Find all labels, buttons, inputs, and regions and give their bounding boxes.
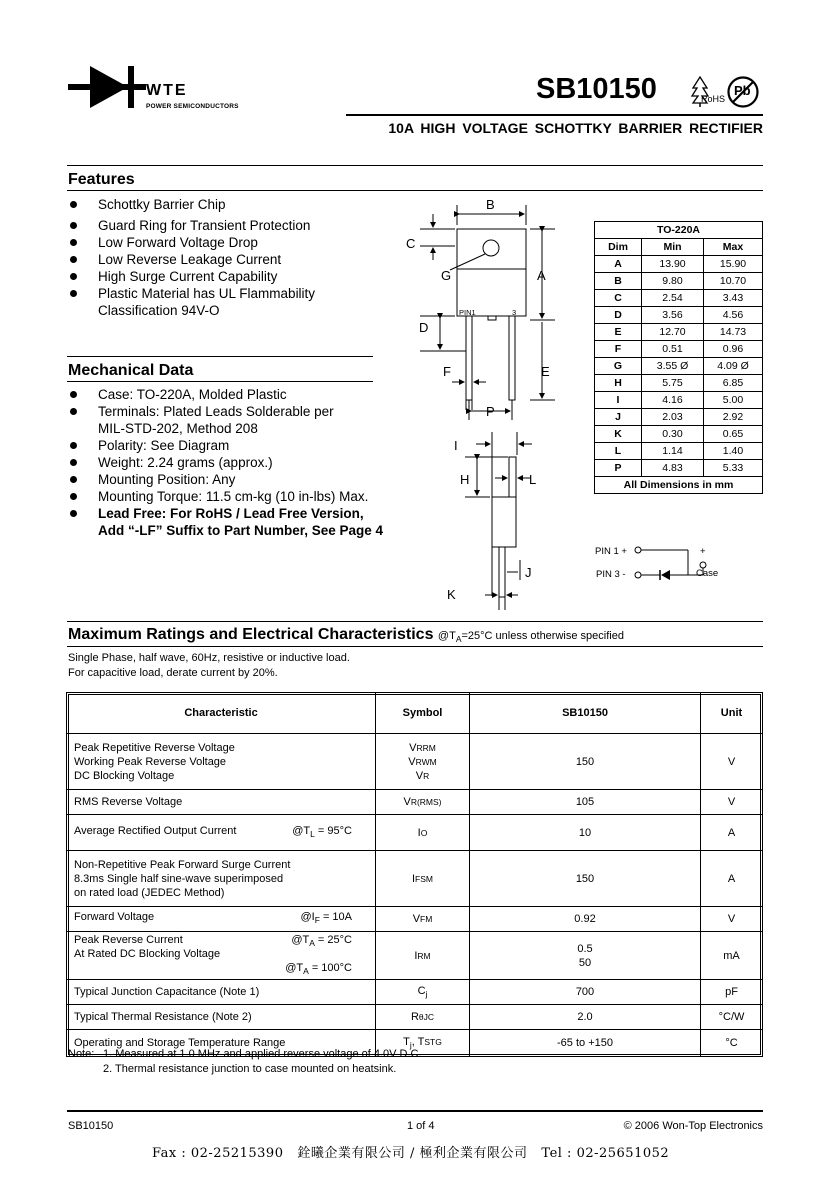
cell-symbol <box>376 980 470 1005</box>
rohs-label: RoHS <box>701 94 726 104</box>
dim-max: 1.40 <box>704 443 763 460</box>
char-line: Peak Repetitive Reverse Voltage <box>74 741 235 754</box>
char-condition <box>285 961 374 978</box>
dim-code: F <box>595 341 642 358</box>
dim-code: C <box>595 290 642 307</box>
cell-unit: V <box>701 790 763 815</box>
ratings-note-1: Single Phase, half wave, 60Hz, resistive or inductive load. <box>68 652 350 664</box>
dim-label-c: C <box>406 236 416 251</box>
mech-item: Polarity: See Diagram <box>68 437 383 454</box>
sym-main: R <box>410 1011 419 1024</box>
mech-item: Case: TO-220A, Molded Plastic <box>68 386 383 403</box>
dim-code: E <box>595 324 642 341</box>
dim-min: 4.16 <box>642 392 704 409</box>
cond-rest: = 95°C <box>314 824 352 837</box>
dim-max: 0.96 <box>704 341 763 358</box>
ratings-heading <box>68 626 624 644</box>
fax-line: Fax : 02-25215390 銓曦企業有限公司 / 極利企業有限公司 Tel : 02-25651052 <box>152 1146 670 1161</box>
feature-item: Schottky Barrier Chip <box>68 196 315 213</box>
cond-prefix: @T <box>285 962 304 974</box>
sym-sub: RWM <box>415 756 437 767</box>
part-number: SB10150 <box>536 73 657 105</box>
char-condition <box>291 933 374 950</box>
dim-row <box>595 256 763 273</box>
logo-text: WTE <box>146 82 188 99</box>
cell-unit: A <box>701 815 763 851</box>
sym-main: T <box>403 1035 410 1048</box>
sym-sub: STG <box>424 1036 442 1047</box>
feature-item: High Surge Current Capability <box>68 268 315 285</box>
dim-max: 3.43 <box>704 290 763 307</box>
mech-item-lead-free: Lead Free: For RoHS / Lead Free Version, <box>68 505 383 522</box>
header-rule <box>346 114 763 116</box>
cell-symbol: IO <box>376 815 470 851</box>
feature-item: Low Forward Voltage Drop <box>68 234 315 251</box>
dim-row <box>595 324 763 341</box>
sym-mid: , T <box>411 1035 425 1048</box>
footer-rule <box>67 1110 763 1112</box>
cell-value: 700 <box>470 980 701 1005</box>
cond-sub: A <box>309 938 315 949</box>
cell-characteristic <box>67 815 376 851</box>
dim-label-k: K <box>447 587 456 602</box>
table-row <box>67 851 763 907</box>
char-line: Non-Repetitive Peak Forward Surge Current <box>74 858 291 871</box>
dim-code: J <box>595 409 642 426</box>
cell-value <box>470 932 701 980</box>
dim-row <box>595 375 763 392</box>
ratings-note-2: For capacitive load, derate current by 20%. <box>68 667 278 679</box>
char-line: 8.3ms Single half sine-wave superimposed <box>74 872 284 885</box>
dim-label-b: B <box>486 197 495 212</box>
dim-min: 3.56 <box>642 307 704 324</box>
plus-label: + <box>700 546 706 557</box>
dim-table-package: TO-220A <box>595 222 763 239</box>
ratings-condition-prefix: @T <box>437 630 456 642</box>
sym-main: C <box>417 984 426 997</box>
footer-part: SB10150 <box>68 1120 114 1132</box>
dim-row <box>595 392 763 409</box>
cell-unit: pF <box>701 980 763 1005</box>
rohs-icon <box>690 76 726 108</box>
cond-prefix: @I <box>300 911 315 924</box>
table-row <box>67 932 763 980</box>
dim-min: 0.30 <box>642 426 704 443</box>
dim-header: Dim <box>595 239 642 256</box>
dim-code: H <box>595 375 642 392</box>
cell-characteristic: Typical Thermal Resistance (Note 2) <box>67 1005 376 1030</box>
sym-sub: RRM <box>416 742 436 753</box>
dim-label-g: G <box>441 268 452 283</box>
char-condition <box>292 824 374 841</box>
dim-row <box>595 358 763 375</box>
cell-value: 2.0 <box>470 1005 701 1030</box>
dim-header: Max <box>704 239 763 256</box>
cell-symbol: IRM <box>376 932 470 980</box>
dim-label-p: P <box>486 404 495 419</box>
cond-prefix: @T <box>291 934 310 946</box>
cell-characteristic <box>67 734 376 790</box>
dim-table-footer: All Dimensions in mm <box>595 477 763 494</box>
cell-characteristic: Typical Junction Capacitance (Note 1) <box>67 980 376 1005</box>
table-row <box>67 907 763 932</box>
dimension-table <box>594 221 763 494</box>
dim-code: A <box>595 256 642 273</box>
ratings-title: Maximum Ratings and Electrical Characteristics <box>68 626 434 643</box>
value-line: 50 <box>578 956 592 969</box>
cell-unit: V <box>701 907 763 932</box>
dim-code: D <box>595 307 642 324</box>
pin3-label: PIN 3 - <box>596 569 626 580</box>
cell-value: 150 <box>470 734 701 790</box>
value-line: 0.5 <box>577 942 593 955</box>
feature-item: Guard Ring for Transient Protection <box>68 217 315 234</box>
sym-sub: R <box>423 770 430 781</box>
dim-label-j: J <box>525 565 532 580</box>
dim-row <box>595 443 763 460</box>
cell-symbol: VR(RMS) <box>376 790 470 815</box>
dim-max: 2.92 <box>704 409 763 426</box>
cell-value: 150 <box>470 851 701 907</box>
cell-characteristic <box>67 907 376 932</box>
char-condition <box>300 910 374 927</box>
ratings-condition-sub: A <box>455 634 462 645</box>
dim-code: B <box>595 273 642 290</box>
cell-characteristic: Operating and Storage Temperature Range <box>67 1030 376 1057</box>
dim-code: L <box>595 443 642 460</box>
cond-prefix: @T <box>292 824 311 837</box>
mech-item-cont: MIL-STD-202, Method 208 <box>98 421 258 436</box>
ratings-condition <box>437 630 624 645</box>
dim-max: 4.09 Ø <box>704 358 763 375</box>
case-label: Case <box>696 568 719 579</box>
dim-row <box>595 273 763 290</box>
dim-max: 5.00 <box>704 392 763 409</box>
dim-label-l: L <box>529 472 537 487</box>
sym-sub: O <box>420 827 428 838</box>
cell-symbol <box>376 1005 470 1030</box>
pb-free-icon <box>726 75 760 109</box>
dim-max: 5.33 <box>704 460 763 477</box>
sym-sub: j <box>409 1039 412 1050</box>
sym-sub: R(RMS) <box>410 797 442 807</box>
cell-symbol: VRRM VRWM VR <box>376 734 470 790</box>
mech-item-lead-free-cont: Add “-LF” Suffix to Part Number, See Page 4 <box>98 523 384 538</box>
cell-characteristic <box>67 932 376 980</box>
dim-max: 10.70 <box>704 273 763 290</box>
cell-symbol: IFSM <box>376 851 470 907</box>
dim-min: 2.54 <box>642 290 704 307</box>
sym-sub: RM <box>417 950 431 961</box>
cell-unit: °C <box>701 1030 763 1057</box>
cond-rest: = 10A <box>319 911 352 924</box>
footer-copyright: © 2006 Won-Top Electronics <box>623 1120 763 1132</box>
cell-value: 0.92 <box>470 907 701 932</box>
feature-item-cont: Classification 94V-O <box>98 303 220 318</box>
features-list <box>68 196 315 319</box>
cell-value: 10 <box>470 815 701 851</box>
dim-max: 0.65 <box>704 426 763 443</box>
dim-label-i: I <box>454 438 458 453</box>
table-row <box>67 980 763 1005</box>
dim-code: K <box>595 426 642 443</box>
mech-item: Weight: 2.24 grams (approx.) <box>68 454 383 471</box>
dim-min: 9.80 <box>642 273 704 290</box>
dim-header: Min <box>642 239 704 256</box>
char-line: DC Blocking Voltage <box>74 769 175 782</box>
dim-max: 4.56 <box>704 307 763 324</box>
cond-rest: = 25°C <box>314 934 352 946</box>
cell-value: 105 <box>470 790 701 815</box>
cell-unit: mA <box>701 932 763 980</box>
mech-title: Mechanical Data <box>68 362 194 379</box>
dim-row <box>595 307 763 324</box>
col-characteristic: Characteristic <box>67 693 376 734</box>
dim-min: 2.03 <box>642 409 704 426</box>
features-rule-top <box>67 165 763 166</box>
pb-label: Pb <box>734 83 751 98</box>
dim-min: 12.70 <box>642 324 704 341</box>
mech-rule-top <box>67 356 373 357</box>
cond-sub: L <box>310 829 315 840</box>
char-line: Peak Reverse Current <box>74 934 183 946</box>
cell-symbol: VFM <box>376 907 470 932</box>
dim-row <box>595 290 763 307</box>
cell-unit: °C/W <box>701 1005 763 1030</box>
table-row <box>67 815 763 851</box>
cell-characteristic: RMS Reverse Voltage <box>67 790 376 815</box>
dim-row <box>595 341 763 358</box>
sym-sub: j <box>425 988 428 999</box>
mech-list <box>68 386 383 539</box>
mech-rule-bottom <box>67 381 373 382</box>
notes-label: Note: <box>68 1048 95 1060</box>
table-row <box>67 790 763 815</box>
dim-max: 14.73 <box>704 324 763 341</box>
dim-row <box>595 426 763 443</box>
cell-characteristic <box>67 851 376 907</box>
mech-item: Mounting Position: Any <box>68 471 383 488</box>
ratings-condition-rest: =25°C unless otherwise specified <box>461 630 624 642</box>
dim-label-e: E <box>541 364 550 379</box>
dim-min: 1.14 <box>642 443 704 460</box>
dim-min: 3.55 Ø <box>642 358 704 375</box>
dim-min: 13.90 <box>642 256 704 273</box>
logo-subtitle: POWER SEMICONDUCTORS <box>146 103 239 110</box>
col-part: SB10150 <box>470 693 701 734</box>
dim-code: P <box>595 460 642 477</box>
char-line: on rated load (JEDEC Method) <box>74 886 225 899</box>
pin3-text: 3 <box>512 308 517 317</box>
dim-min: 0.51 <box>642 341 704 358</box>
ratings-rule-bottom <box>67 646 763 647</box>
dim-label-h: H <box>460 472 470 487</box>
col-symbol: Symbol <box>376 693 470 734</box>
char-line: At Rated DC Blocking Voltage <box>74 948 221 960</box>
features-title: Features <box>68 171 135 188</box>
package-diagram <box>400 190 590 620</box>
table-row <box>67 1005 763 1030</box>
mech-item: Mounting Torque: 11.5 cm-kg (10 in-lbs) Max. <box>68 488 383 505</box>
col-unit: Unit <box>701 693 763 734</box>
feature-item: Plastic Material has UL Flammability <box>68 285 315 302</box>
pin1-text: PIN1 <box>459 308 476 317</box>
dim-max: 15.90 <box>704 256 763 273</box>
sym-sub: θJC <box>418 1012 435 1023</box>
note-2: 2. Thermal resistance junction to case mounted on heatsink. <box>103 1063 397 1075</box>
sym-sub: FM <box>420 914 433 924</box>
dim-code: G <box>595 358 642 375</box>
dim-code: I <box>595 392 642 409</box>
dim-row <box>595 460 763 477</box>
subtitle: 10A HIGH VOLTAGE SCHOTTKY BARRIER RECTIFIER <box>388 120 763 136</box>
dim-label-f: F <box>443 364 451 379</box>
cell-unit: V <box>701 734 763 790</box>
dim-min: 5.75 <box>642 375 704 392</box>
char-line: Working Peak Reverse Voltage <box>74 755 227 768</box>
footer-page: 1 of 4 <box>407 1120 435 1132</box>
char-text: Average Rectified Output Current <box>74 824 237 837</box>
dim-min: 4.83 <box>642 460 704 477</box>
mech-item: Terminals: Plated Leads Solderable per <box>68 403 383 420</box>
pin1-label: PIN 1 + <box>595 546 627 557</box>
cond-rest: = 100°C <box>308 962 352 974</box>
dim-label-d: D <box>419 320 429 335</box>
char-text: Forward Voltage <box>74 911 155 924</box>
wte-logo-mark <box>68 62 148 112</box>
note-1: 1. Measured at 1.0 MHz and applied reverse voltage of 4.0V D.C. <box>103 1048 422 1060</box>
dim-row <box>595 409 763 426</box>
cond-sub: A <box>303 966 309 977</box>
cell-unit: A <box>701 851 763 907</box>
ratings-rule-top <box>67 621 763 622</box>
cell-value: -65 to +150 <box>470 1030 701 1057</box>
feature-item: Low Reverse Leakage Current <box>68 251 315 268</box>
dim-max: 6.85 <box>704 375 763 392</box>
cond-sub: F <box>314 915 320 926</box>
table-row <box>67 734 763 790</box>
dim-label-a: A <box>537 268 546 283</box>
sym-sub: FSM <box>415 873 433 884</box>
ratings-table <box>66 692 763 1057</box>
